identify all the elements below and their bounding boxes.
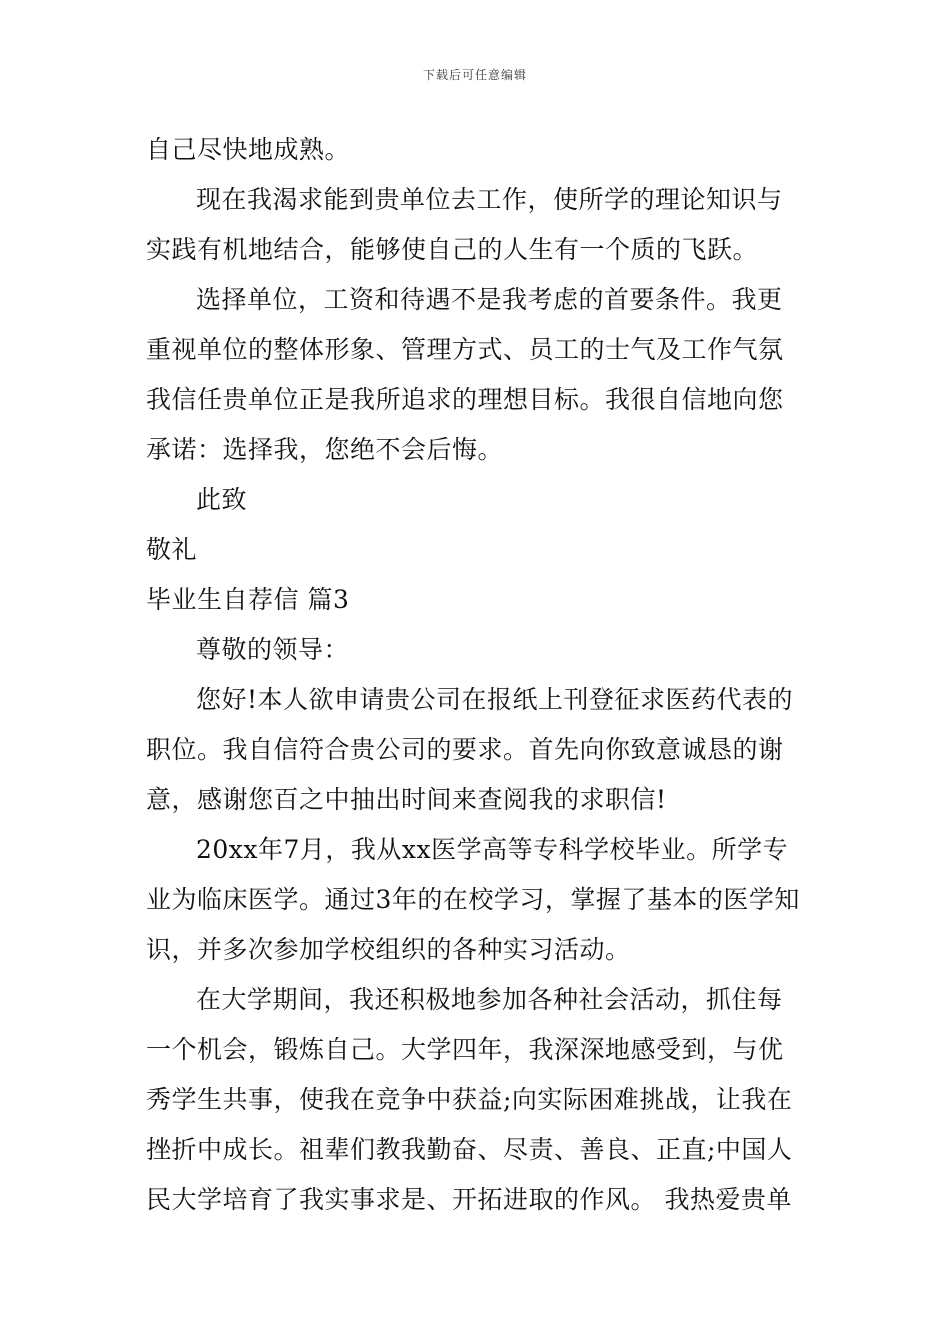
text-line: 一个机会，锻炼自己。大学四年，我深深地感受到，与优 — [146, 1035, 784, 1064]
section-heading: 毕业生自荐信 篇3 — [146, 585, 350, 614]
text-line: 选择单位，工资和待遇不是我考虑的首要条件。我更 — [196, 285, 783, 314]
text-line: 秀学生共事，使我在竞争中获益;向实际困难挑战，让我在 — [146, 1085, 793, 1114]
page-header-note: 下载后可任意编辑 — [422, 68, 527, 82]
text-line: 意，感谢您百之中抽出时间来查阅我的求职信! — [146, 785, 667, 814]
text-line: 业为临床医学。通过3年的在校学习，掌握了基本的医学知 — [146, 885, 800, 914]
text-line: 现在我渴求能到贵单位去工作，使所学的理论知识与 — [196, 185, 783, 214]
text-line: 在大学期间，我还积极地参加各种社会活动，抓住每 — [196, 985, 783, 1014]
text-line: 职位。我自信符合贵公司的要求。首先向你致意诚恳的谢 — [146, 735, 784, 764]
text-line: 识，并多次参加学校组织的各种实习活动。 — [146, 935, 631, 964]
text-line: 挫折中成长。祖辈们教我勤奋、尽责、善良、正直;中国人 — [146, 1135, 793, 1164]
text-line: 自己尽快地成熟。 — [146, 135, 351, 164]
text-line: 实践有机地结合，能够使自己的人生有一个质的飞跃。 — [146, 235, 759, 264]
text-line: 承诺：选择我，您绝不会后悔。 — [146, 435, 504, 464]
text-line: 20xx年7月，我从xx医学高等专科学校毕业。所学专 — [196, 835, 789, 864]
document-body — [146, 125, 810, 1225]
text-line: 民大学培育了我实事求是、开拓进取的作风。 我热爱贵单 — [146, 1185, 792, 1214]
text-line: 您好!本人欲申请贵公司在报纸上刊登征求医药代表的 — [196, 685, 794, 714]
closing-regards: 敬礼 — [146, 535, 198, 564]
closing-salutation: 此致 — [196, 485, 248, 514]
text-line: 重视单位的整体形象、管理方式、员工的士气及工作气氛 — [146, 335, 784, 364]
text-line: 我信任贵单位正是我所追求的理想目标。我很自信地向您 — [146, 385, 784, 414]
greeting: 尊敬的领导： — [196, 635, 350, 664]
